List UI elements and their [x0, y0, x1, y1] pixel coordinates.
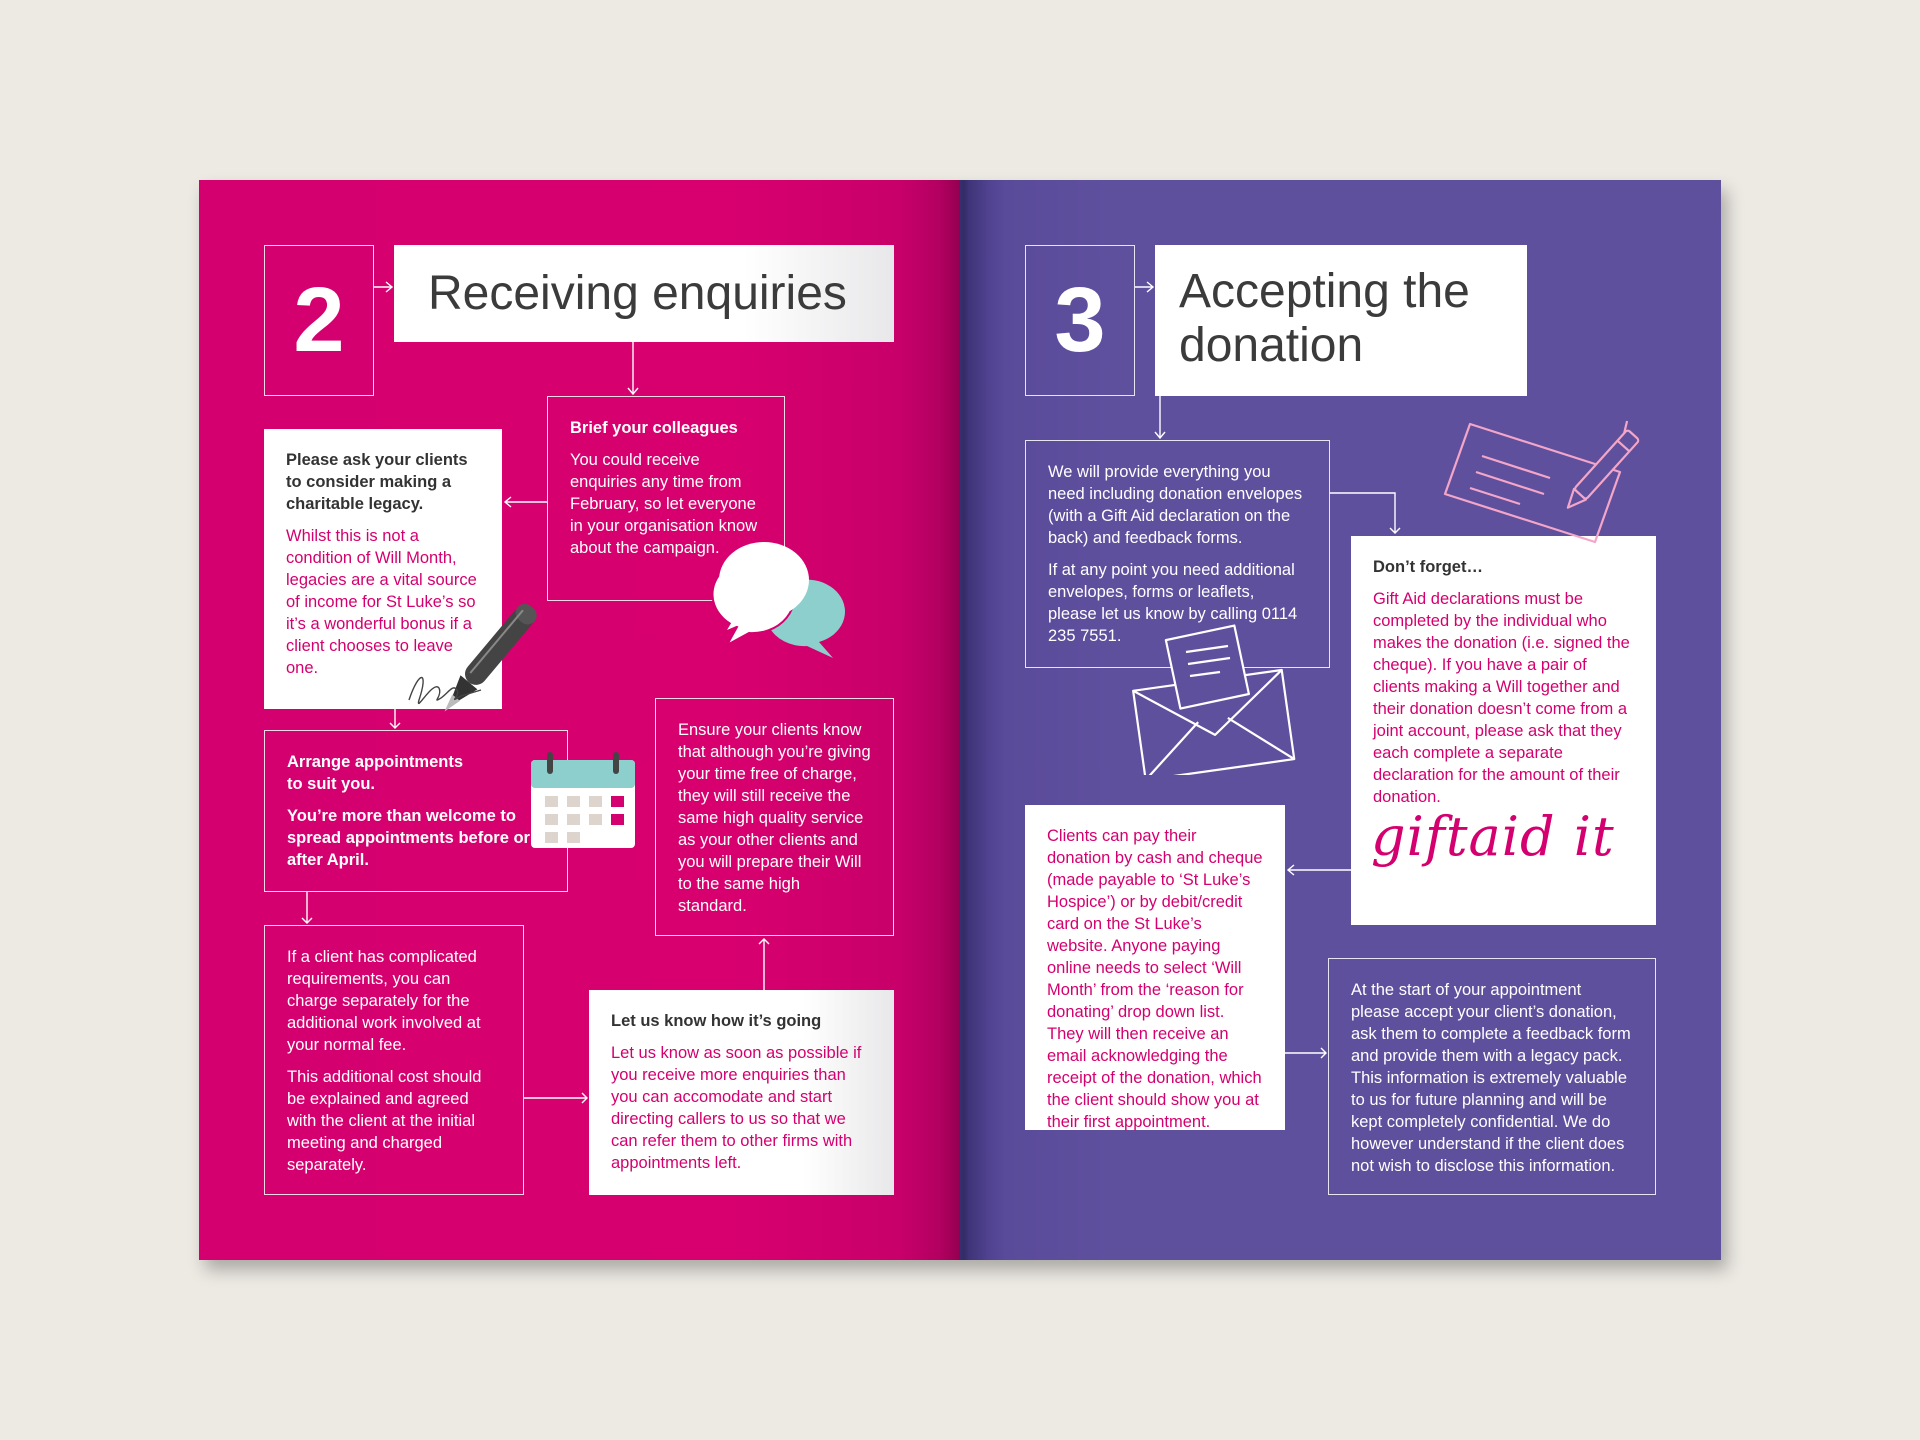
title-line-1: Accepting the: [1179, 265, 1470, 318]
let-us-know-body: Let us know as soon as possible if you receive more enquiries than you can accomodate and start directing callers to us so that we can refer them to other firms with appointments left.: [611, 1044, 862, 1172]
fountain-pen-icon: [399, 590, 579, 720]
ensure-clients-body: Ensure your clients know that although you’re giving your time free of charge, they will still receive the same high quality service as your other clients and you will prepare their Will to the same high standard.: [678, 721, 871, 915]
dont-forget-heading: Don’t forget…: [1373, 558, 1483, 576]
brochure-spread: [199, 180, 1721, 1260]
we-will-provide-body-1: We will provide everything you need including donation envelopes (with a Gift Aid declaration on the back) and feedback forms.: [1048, 463, 1303, 547]
clients-can-pay-body: Clients can pay their donation by cash and cheque (made payable to ‘St Luke’s Hospice’) or by debit/credit card on the St Luke’s website. Anyone paying online needs to select ‘Will Month’ from the ‘reason for donating’ drop down list. They will then receive an email acknowledging the receipt of the donation, which the client should show you at their first appointment.: [1047, 827, 1263, 1131]
left-page: [199, 180, 960, 1260]
charitable-legacy-body: Whilst this is not a condition of Will Month, legacies are a vital source of income for St Luke’s so it’s a wonderful bonus if a client chooses to leave one.: [286, 527, 477, 677]
left-flow-connectors: [199, 180, 960, 1260]
let-us-know-heading: Let us know how it’s going: [611, 1012, 822, 1030]
brief-colleagues-heading: Brief your colleagues: [570, 419, 738, 437]
calendar-icon: [527, 752, 637, 852]
complicated-requirements-body-2: This additional cost should be explained and agreed with the client at the initial meeting and charged separately.: [287, 1068, 482, 1174]
right-page: [960, 180, 1721, 1260]
we-will-provide-body-2: If at any point you need additional envelopes, forms or leaflets, please let us know by calling 0114 235 7551.: [1048, 561, 1298, 645]
spine-shadow: [939, 180, 989, 1260]
charitable-legacy-heading: Please ask your clients to consider making a charitable legacy.: [286, 451, 468, 513]
arrange-appointments-body: You’re more than welcome to spread appointments before or after April.: [287, 807, 530, 869]
title-line-2: donation: [1179, 319, 1364, 372]
step-number-3: 3: [1025, 245, 1135, 396]
speech-bubbles-icon: [709, 535, 859, 660]
dont-forget-body: Gift Aid declarations must be completed by the individual who makes the donation (i.e. signed the cheque). If you have a pair of clients making a Will together and their donation doesn’t come from a joint account, please ask that they each complete a separate declaration for the amount of their donation.: [1373, 590, 1630, 806]
right-flow-connectors: [960, 180, 1721, 1260]
complicated-requirements-body-1: If a client has complicated requirements, you can charge separately for the additional work involved at your normal fee.: [287, 948, 481, 1054]
brief-colleagues-body: You could receive enquiries any time from February, so let everyone in your organisation know about the campaign.: [570, 451, 758, 557]
arrange-appointments-heading: Arrange appointments to suit you.: [287, 753, 464, 793]
cheque-pen-icon: [1430, 412, 1670, 552]
start-of-appointment-body: At the start of your appointment please accept your client’s donation, ask them to complete a feedback form and provide them with a legacy pack. This information is extremely valuable to us for future planning and will be kept completely confidential. We do however understand if the client does not wish to disclose this information.: [1351, 981, 1631, 1175]
envelope-icon: [1128, 620, 1298, 775]
giftaid-it-logo: giftaid it: [1371, 805, 1615, 868]
page-title-receiving-enquiries: Receiving enquiries: [394, 245, 894, 342]
step-number-2: 2: [264, 245, 374, 396]
